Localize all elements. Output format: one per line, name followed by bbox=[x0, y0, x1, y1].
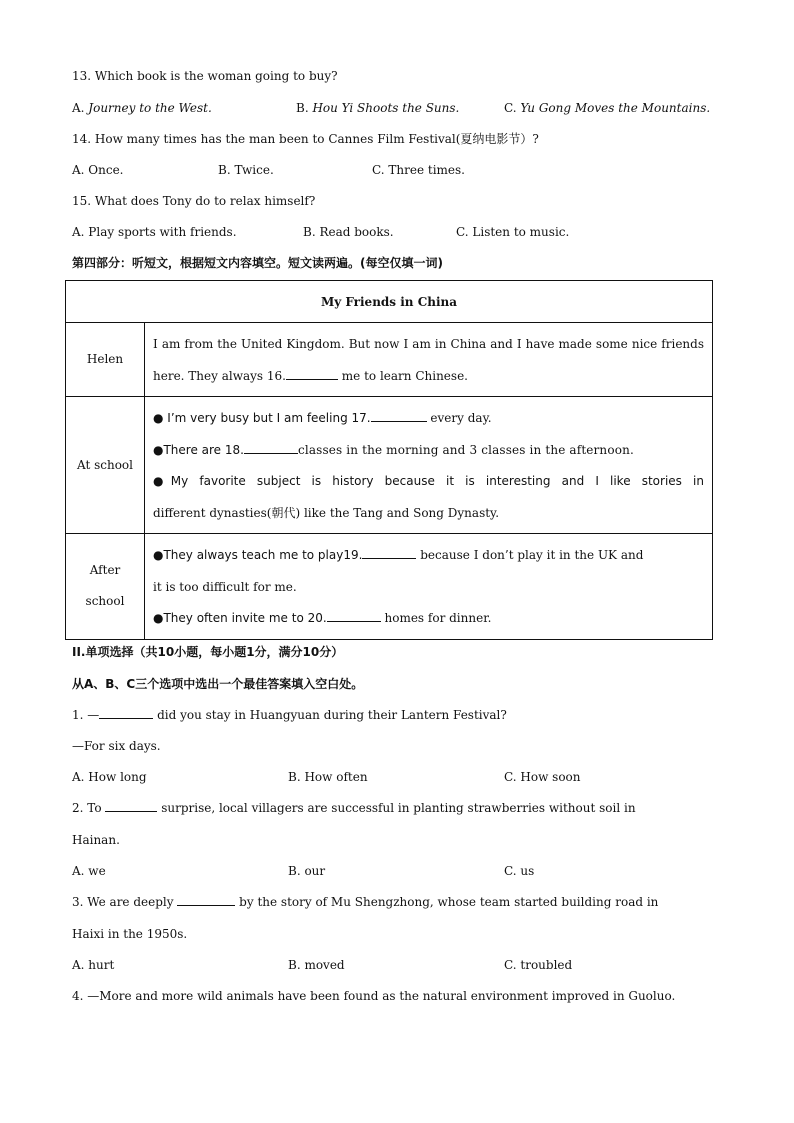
option-14b: B. Twice. bbox=[218, 163, 274, 177]
mc1-option-c: C. How soon bbox=[504, 770, 581, 784]
blank-mc1[interactable] bbox=[99, 707, 153, 719]
mc3-option-a: A. hurt bbox=[72, 958, 115, 972]
row-at-school-content bbox=[145, 397, 713, 534]
blank-20[interactable] bbox=[327, 610, 381, 622]
row-label-helen: Helen bbox=[66, 323, 145, 397]
question-13: 13. Which book is the woman going to buy? bbox=[72, 69, 338, 83]
mc-question-2-cont: Hainan. bbox=[72, 833, 120, 847]
mc3-option-c: C. troubled bbox=[504, 958, 573, 972]
table-title: My Friends in China bbox=[66, 281, 713, 323]
mc2-option-c: C. us bbox=[504, 864, 535, 878]
mc2-option-b: B. our bbox=[288, 864, 326, 878]
option-13c: C. Yu Gong Moves the Mountains. bbox=[504, 101, 711, 115]
blank-17[interactable] bbox=[371, 410, 427, 422]
mc1-option-b: B. How often bbox=[288, 770, 368, 784]
option-15a: A. Play sports with friends. bbox=[72, 225, 237, 239]
after-bullet-1-cont: it is too difficult for me. bbox=[153, 579, 297, 594]
mc3-option-b: B. moved bbox=[288, 958, 345, 972]
mc-answer-1: —For six days. bbox=[72, 739, 161, 753]
part4-heading: 第四部分：听短文，根据短文内容填空。短文读两遍。(每空仅填一词) bbox=[72, 256, 443, 270]
mc-question-1: 1. — did you stay in Huangyuan during their Lantern Festival? bbox=[72, 708, 507, 722]
mc1-option-a: A. How long bbox=[72, 770, 147, 784]
option-14a: A. Once. bbox=[72, 163, 124, 177]
mc-question-3-cont: Haixi in the 1950s. bbox=[72, 927, 188, 941]
option-15c: C. Listen to music. bbox=[456, 225, 570, 239]
blank-mc2[interactable] bbox=[105, 800, 157, 812]
after-bullet-2: ●They often invite me to 20. homes for dinner. bbox=[153, 611, 492, 625]
question-14: 14. How many times has the man been to Cannes Film Festival(夏纳电影节）? bbox=[72, 132, 539, 146]
option-13b: B. Hou Yi Shoots the Suns. bbox=[296, 101, 460, 115]
option-14c: C. Three times. bbox=[372, 163, 465, 177]
mc-question-3: 3. We are deeply by the story of Mu Shengzhong, whose team started building road in bbox=[72, 895, 659, 909]
school-bullet-3b: different dynasties(朝代) like the Tang and Song Dynasty. bbox=[153, 505, 500, 520]
row-label-at-school: At school bbox=[66, 397, 145, 534]
mc2-option-a: A. we bbox=[72, 864, 106, 878]
blank-16[interactable] bbox=[286, 368, 338, 380]
mc-question-4: 4. —More and more wild animals have been found as the natural environment improved in Guoluo. bbox=[72, 989, 676, 1003]
section2-instruction: 从A、B、C三个选项中选出一个最佳答案填入空白处。 bbox=[72, 677, 364, 691]
row-label-after-school: After school bbox=[66, 534, 145, 640]
blank-19[interactable] bbox=[362, 547, 416, 559]
helen-line1: I am from the United Kingdom. But now I am in China and I have made some nice friends bbox=[153, 337, 704, 351]
row-after-school-content bbox=[145, 534, 713, 640]
school-bullet-1: ● I’m very busy but I am feeling 17. every day. bbox=[153, 411, 492, 425]
mc-question-2: 2. To surprise, local villagers are successful in planting strawberries without soil in bbox=[72, 801, 636, 815]
friends-table bbox=[65, 280, 713, 640]
school-bullet-2: ●There are 18. classes in the morning and 3 classes in the afternoon. bbox=[153, 442, 634, 457]
option-15b: B. Read books. bbox=[303, 225, 394, 239]
after-bullet-1: ●They always teach me to play19. because I don’t play it in the UK and bbox=[153, 548, 644, 562]
section2-heading: II.单项选择（共10小题，每小题1分，满分10分） bbox=[72, 645, 344, 659]
blank-mc3[interactable] bbox=[177, 894, 235, 906]
school-bullet-3a: ●My favorite subject is history because it is interesting and I like stories in bbox=[153, 474, 704, 488]
option-13a: A. Journey to the West. bbox=[72, 101, 212, 115]
helen-line2: here. They always 16. me to learn Chinese. bbox=[153, 368, 468, 383]
row-helen-content bbox=[145, 323, 713, 397]
blank-18[interactable] bbox=[244, 442, 298, 454]
question-15: 15. What does Tony do to relax himself? bbox=[72, 194, 316, 208]
